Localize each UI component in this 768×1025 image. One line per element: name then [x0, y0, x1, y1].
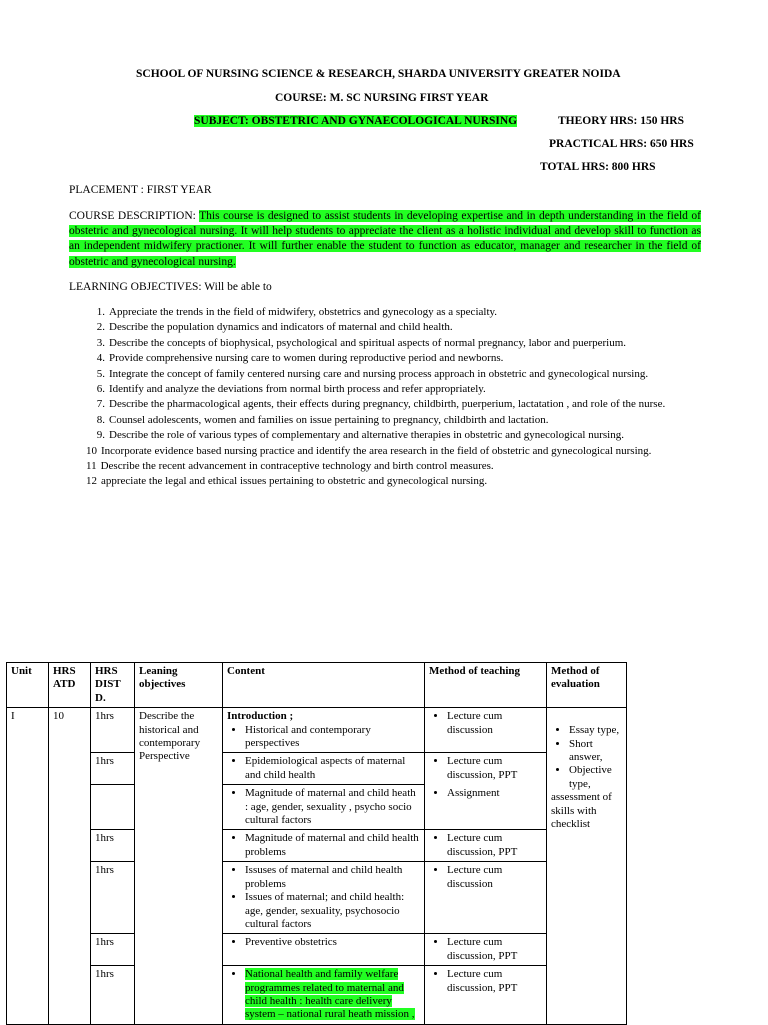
hrs-cell — [91, 785, 135, 830]
col-hrs-dist: HRS DIST D. — [91, 663, 135, 708]
hrs-atd-cell: 10 — [49, 708, 91, 1025]
learning-objectives-list — [86, 305, 665, 490]
course-description — [69, 209, 701, 270]
placement: PLACEMENT : FIRST YEAR — [69, 184, 212, 196]
table-header-row — [7, 663, 627, 708]
content-cell: • Preventive obstetrics — [223, 934, 425, 966]
col-hrs-atd: HRS ATD — [49, 663, 91, 708]
course-title: COURSE: M. SC NURSING FIRST YEAR — [275, 92, 489, 104]
col-content: Content — [223, 663, 425, 708]
hrs-cell: 1hrs — [91, 753, 135, 785]
content-cell: • Epidemiological aspects of maternal and child health — [223, 753, 425, 785]
content-intro: Introduction ; — [227, 710, 294, 723]
col-method-evaluation: Method of evaluation — [547, 663, 627, 708]
evaluation-item: • Short answer, — [569, 738, 622, 765]
table-row — [7, 830, 627, 862]
course-description-text: This course is designed to assist students in developing expertise and in depth understanding in the field of obstetric and gynecological nursing. It will help students to appreciate the client as a holistic individual and develop skill to function as an independent midwifery practioner. It will further enable the student to function as educator, manager and researcher in the field of obstetric and gynecological nursing. — [69, 210, 701, 268]
evaluation-cell — [547, 708, 627, 1025]
content-cell: • Issuses of maternal and child health problems • Issues of maternal; and child health: age, gender, sexuality, psychosocio cultural factors — [223, 862, 425, 934]
table-row — [7, 708, 627, 753]
hrs-cell: 1hrs — [91, 934, 135, 966]
objective-item: 4. Provide comprehensive nursing care to women during reproductive period and newborns. — [96, 352, 504, 365]
practical-hours: PRACTICAL HRS: 650 HRS — [549, 138, 694, 150]
content-cell: • Magnitude of maternal and child health problems — [223, 830, 425, 862]
hrs-cell: 1hrs — [91, 708, 135, 753]
subject-title: SUBJECT: OBSTETRIC AND GYNAECOLOGICAL NURSING — [194, 115, 518, 127]
teaching-cell: • Lecture cum discussion, PPT — [425, 966, 547, 1025]
content-item-highlighted: National health and family welfare programmes related to maternal and child health : health care delivery system – national rural heath mission , — [245, 968, 415, 1021]
hrs-cell: 1hrs — [91, 862, 135, 934]
learning-objectives-label: LEARNING OBJECTIVES: Will be able to — [69, 281, 272, 293]
table-row — [7, 753, 627, 785]
teaching-cell: • Lecture cum discussion, PPT — [425, 753, 547, 785]
teaching-cell: • Lecture cum discussion, PPT — [425, 830, 547, 862]
table-row — [7, 966, 627, 1025]
table-row — [7, 785, 627, 830]
hrs-cell: 1hrs — [91, 830, 135, 862]
evaluation-item: • Essay type, — [569, 724, 622, 737]
table-row — [7, 934, 627, 966]
objective-item: 8. Counsel adolescents, women and families on issue pertaining to pregnancy, childbirth and lactation. — [96, 413, 549, 426]
objective-item: 7. Describe the pharmacological agents, their effects during pregnancy, childbirth, puerperium, lactatation , and role of the nurse. — [96, 398, 666, 411]
objective-item: 9. Describe the role of various types of complementary and alternative therapies in obstetric and gynecological nursing. — [96, 429, 624, 442]
objective-item: 11 Describe the recent advancement in contraceptive technology and birth control measures. — [86, 460, 494, 473]
course-description-label: COURSE DESCRIPTION: — [69, 210, 200, 222]
content-cell — [223, 708, 425, 753]
content-cell — [223, 966, 425, 1025]
evaluation-item: • Objective type, — [569, 764, 622, 791]
objective-item: 2. Describe the population dynamics and indicators of maternal and child health. — [96, 321, 453, 334]
objective-item: 5. Integrate the concept of family centered nursing care and nursing process approach in obstetric and gynecological nursing. — [96, 367, 649, 380]
total-hours: TOTAL HRS: 800 HRS — [540, 161, 656, 173]
col-unit: Unit — [7, 663, 49, 708]
syllabus-table — [6, 662, 627, 1025]
col-objectives: Leaning objectives — [135, 663, 223, 708]
objective-item: 6. Identify and analyze the deviations from normal birth process and refer appropriately. — [96, 383, 486, 396]
table-row — [7, 862, 627, 934]
objective-item: 1. Appreciate the trends in the field of midwifery, obstetrics and gynecology as a specialty. — [96, 306, 498, 318]
content-cell: • Magnitude of maternal and child heath : age, gender, sexuality , psycho socio cultural factors — [223, 785, 425, 830]
teaching-cell: • Lecture cum discussion — [425, 708, 547, 753]
hrs-cell: 1hrs — [91, 966, 135, 1025]
evaluation-tail: assessment of skills with checklist — [551, 791, 612, 831]
objective-item: 3. Describe the concepts of biophysical, psychological and spiritual aspects of normal pregnancy, labor and puerperium. — [96, 336, 627, 349]
objective-item: 10 Incorporate evidence based nursing practice and identify the area research in the field of obstetric and gynecological nursing. — [86, 444, 652, 457]
unit-cell: I — [7, 708, 49, 1025]
objective-item: 12 appreciate the legal and ethical issues pertaining to obstetric and gynecological nursing. — [86, 475, 488, 488]
content-item: • Historical and contemporary perspectives — [245, 724, 420, 751]
teaching-cell: • Assignment — [425, 785, 547, 830]
teaching-cell: • Lecture cum discussion — [425, 862, 547, 934]
school-title: SCHOOL OF NURSING SCIENCE & RESEARCH, SHARDA UNIVERSITY GREATER NOIDA — [136, 68, 621, 80]
objectives-cell: Describe the historical and contemporary Perspective — [135, 708, 223, 1025]
theory-hours: THEORY HRS: 150 HRS — [558, 115, 685, 127]
teaching-cell: • Lecture cum discussion, PPT — [425, 934, 547, 966]
col-method-teaching: Method of teaching — [425, 663, 547, 708]
